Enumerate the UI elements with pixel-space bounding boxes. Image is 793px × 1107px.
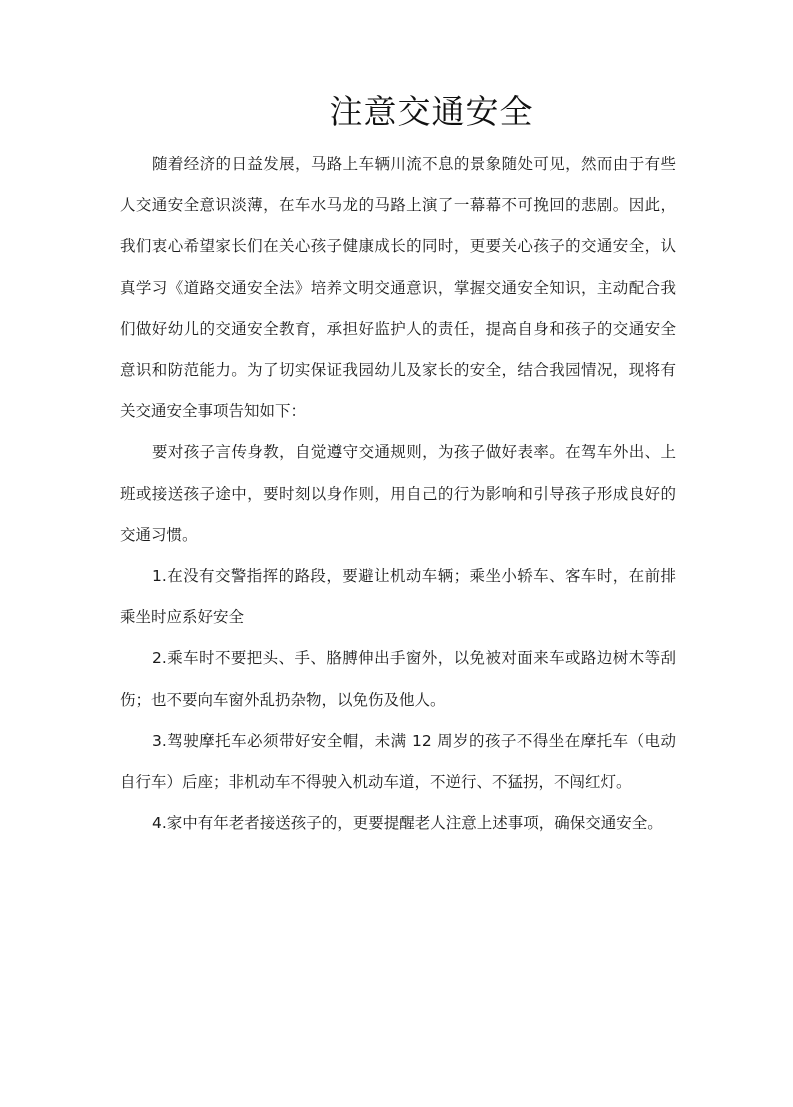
paragraph-item-3: 3.驾驶摩托车必须带好安全帽，未满 12 周岁的孩子不得坐在摩托车（电动自行车）后座；非机动车不得驶入机动车道，不逆行、不猛拐，不闯红灯。 xyxy=(120,731,676,792)
document-title: 注意交通安全 xyxy=(329,92,534,131)
paragraph-intro: 随着经济的日益发展，马路上车辆川流不息的景象随处可见，然而由于有些人交通安全意识淡薄，在车水马龙的马路上演了一幕幕不可挽回的悲剧。因此，我们衷心希望家长们在关心孩子健康成长的同时，更要关心孩子的交通安全，认真学习《道路交通安全法》培养文明交通意识，掌握交通安全知识，主动配合我们做好幼儿的交通安全教育，承担好监护人的责任，提高自身和孩子的交通安全意识和防范能力。为了切实保证我园幼儿及家长的安全，结合我园情况，现将有关交通安全事项告知如下： xyxy=(120,155,676,421)
paragraph-item-1: 1.在没有交警指挥的路段，要避让机动车辆；乘坐小轿车、客车时，在前排乘坐时应系好安全 xyxy=(120,567,676,627)
paragraph-item-2: 2.乘车时不要把头、手、胳膊伸出手窗外，以免被对面来车或路边树木等刮伤；也不要向车窗外乱扔杂物，以免伤及他人。 xyxy=(120,649,676,709)
document-body xyxy=(120,144,676,844)
paragraph-lead-by-example: 要对孩子言传身教，自觉遵守交通规则，为孩子做好表率。在驾车外出、上班或接送孩子途中，要时刻以身作则，用自己的行为影响和引导孩子形成良好的交通习惯。 xyxy=(120,443,676,544)
paragraph-item-4: 4.家中有年老者接送孩子的，更要提醒老人注意上述事项，确保交通安全。 xyxy=(152,814,663,833)
